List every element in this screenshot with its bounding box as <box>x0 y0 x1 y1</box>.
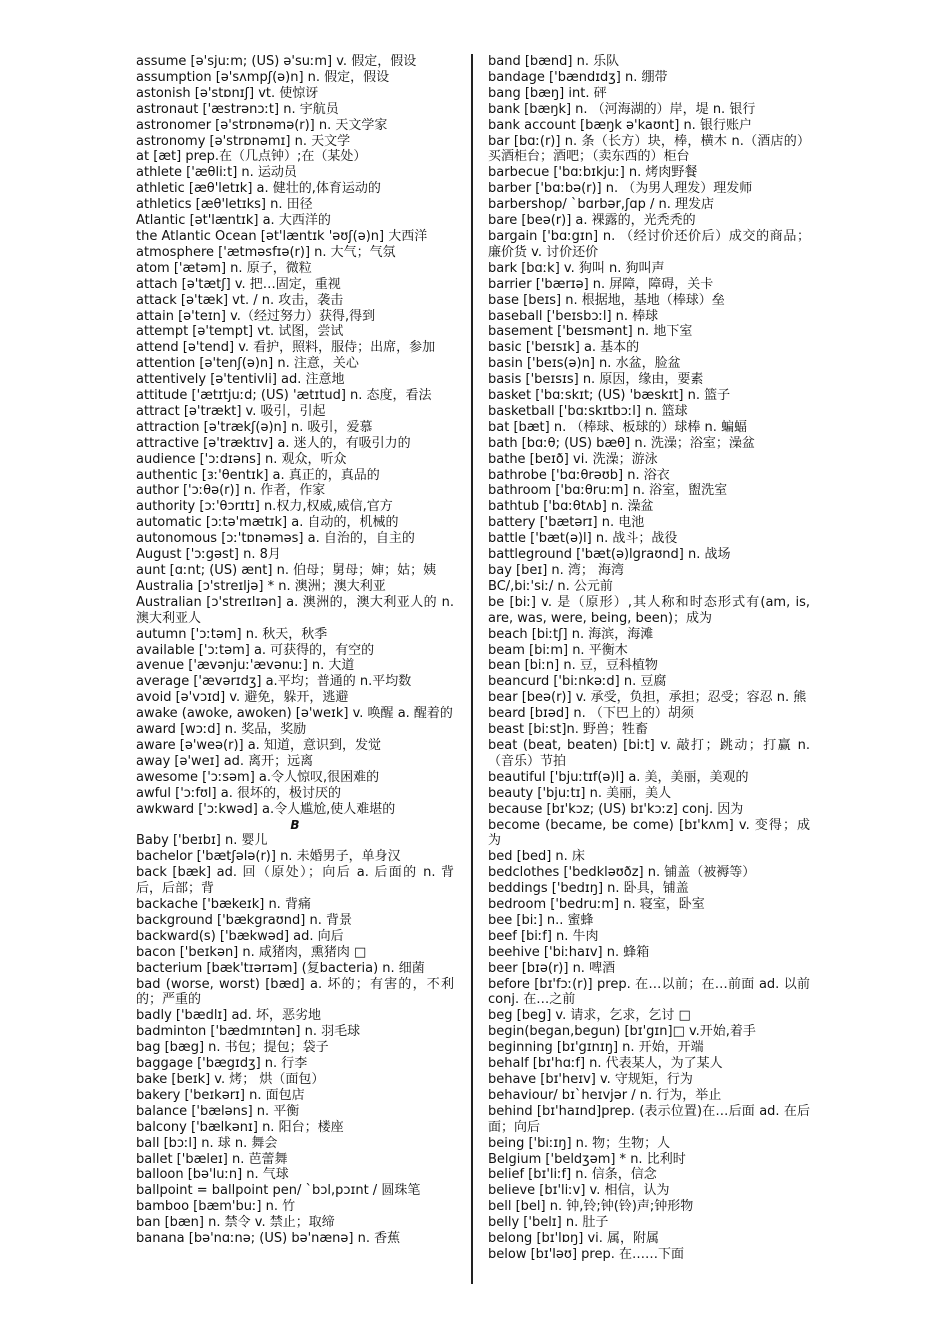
dictionary-entry: beard [bɪəd] n. （下巴上的）胡须 <box>488 706 694 722</box>
dictionary-entry: baseball ['beɪsbɔːl] n. 棒球 <box>488 308 659 324</box>
dictionary-entry: beddings ['bedɪŋ] n. 卧具，铺盖 <box>488 881 689 897</box>
dictionary-entry: beach [biːtʃ] n. 海滨，海滩 <box>488 626 654 642</box>
dictionary-entry: average ['ævərɪdʒ] a.平均；普通的 n.平均数 <box>136 674 412 690</box>
dictionary-entry: bacterium [bæk'tɪərɪəm] (复bacteria) n. 细菌 <box>136 960 425 976</box>
dictionary-entry: bank [bæŋk] n. （河海湖的）岸，堤 n. 银行 <box>488 101 756 117</box>
dictionary-entry: because [bɪ'kɔz; (US) bɪ'kɔːz] conj. 因为 <box>488 801 744 817</box>
dictionary-entry: beat (beat, beaten) [biːt] v. 敲打；跳动；打赢 n.（音乐）节拍 <box>488 737 810 769</box>
dictionary-entry: Australian [ɔ'streɪlɪən] a. 澳洲的，澳大利亚人的 n. 澳大利亚人 <box>136 594 454 626</box>
dictionary-entry: beehive ['biːhaɪv] n. 蜂箱 <box>488 944 650 960</box>
dictionary-entry: the Atlantic Ocean [ət'læntɪk 'əʊʃ(ə)n] 大西洋 <box>136 228 428 244</box>
dictionary-entry: barbershop/ `bɑrbər,ʃɑp / n. 理发店 <box>488 197 714 213</box>
dictionary-entry: badly ['bædlɪ] ad. 坏，恶劣地 <box>136 1008 321 1024</box>
dictionary-entry: belly ['belɪ] n. 肚子 <box>488 1215 609 1231</box>
dictionary-entry: bean [biːn] n. 豆，豆科植物 <box>488 658 658 674</box>
dictionary-entry: belong [bɪ'lɒŋ] vi. 属，附属 <box>488 1231 660 1247</box>
dictionary-entry: automatic [ɔːtə'mætɪk] a. 自动的，机械的 <box>136 515 399 531</box>
dictionary-entry: bedroom ['bedruːm] n. 寝室，卧室 <box>488 897 705 913</box>
dictionary-entry: back [bæk] ad. 回（原处）；向后 a. 后面的 n. 背后，后部；背 <box>136 865 454 897</box>
dictionary-entry: attention [ə'tenʃ(ə)n] n. 注意，关心 <box>136 356 359 372</box>
dictionary-entry: believe [bɪ'liːv] v. 相信，认为 <box>488 1183 670 1199</box>
dictionary-entry: bare [beə(r)] a. 裸露的，光秃秃的 <box>488 213 696 229</box>
right-column <box>488 54 810 1263</box>
dictionary-entry: atmosphere ['ætməsfɪə(r)] n. 大气；气氛 <box>136 244 396 260</box>
dictionary-entry: avenue ['ævənjuː'ævənuː] n. 大道 <box>136 658 355 674</box>
dictionary-entry: Belgium ['beldʒəm] * n. 比利时 <box>488 1151 686 1167</box>
dictionary-entry: August ['ɔːgəst] n. 8月 <box>136 547 281 563</box>
dictionary-entry: basketball ['bɑːskɪtbɔːl] n. 篮球 <box>488 403 688 419</box>
dictionary-entry: beam [biːm] n. 平衡木 <box>488 642 628 658</box>
dictionary-entry: Australia [ɔ'streɪljə] * n. 澳洲；澳大利亚 <box>136 578 386 594</box>
dictionary-entry: bedclothes ['bedkləʊðz] n. 铺盖（被褥等） <box>488 865 756 881</box>
dictionary-entry: bed [bed] n. 床 <box>488 849 585 865</box>
dictionary-entry: attractive [ə'træktɪv] a. 迷人的，有吸引力的 <box>136 435 411 451</box>
dictionary-entry: awkward ['ɔːkwəd] a.令人尴尬,使人难堪的 <box>136 801 396 817</box>
dictionary-entry: attraction [ə'trækʃ(ə)n] n. 吸引，爱慕 <box>136 419 373 435</box>
dictionary-entry: band [bænd] n. 乐队 <box>488 54 620 69</box>
dictionary-entry: attain [ə'teɪn] v.（经过努力）获得,得到 <box>136 308 376 324</box>
dictionary-entry: author ['ɔːθə(r)] n. 作者，作家 <box>136 483 326 499</box>
dictionary-entry: atom ['ætəm] n. 原子，微粒 <box>136 260 312 276</box>
dictionary-entry: become (became, be come) [bɪ'kʌm] v. 变得；成为 <box>488 817 810 849</box>
dictionary-entry: athlete ['æθliːt] n. 运动员 <box>136 165 297 181</box>
dictionary-entry: beer [bɪə(r)] n. 啤酒 <box>488 960 616 976</box>
dictionary-entry: attack [ə'tæk] vt. / n. 攻击，袭击 <box>136 292 344 308</box>
dictionary-entry: autumn ['ɔːtəm] n. 秋天，秋季 <box>136 626 328 642</box>
dictionary-entry: backward(s) ['bækwəd] ad. 向后 <box>136 928 344 944</box>
dictionary-entry: ball [bɔːl] n. 球 n. 舞会 <box>136 1135 278 1151</box>
dictionary-entry: behind [bɪ'haɪnd]prep. (表示位置)在…后面 ad. 在后面；向后 <box>488 1103 810 1135</box>
dictionary-entry: Baby ['beɪbɪ] n. 婴儿 <box>136 833 268 849</box>
dictionary-entry: beancurd ['biːnkəːd] n. 豆腐 <box>488 674 667 690</box>
dictionary-entry: bell [bel] n. 钟,铃;钟(铃)声;钟形物 <box>488 1199 694 1215</box>
dictionary-entry: banana [bə'nɑːnə; (US) bə'nænə] n. 香蕉 <box>136 1231 401 1247</box>
column-divider <box>471 54 473 1284</box>
dictionary-entry: badminton ['bædmɪntən] n. 羽毛球 <box>136 1024 361 1040</box>
dictionary-entry: available ['ɔːtəm] a. 可获得的，有空的 <box>136 642 375 658</box>
dictionary-entry: authority [ɔː'θɔrɪtɪ] n.权力,权威,威信,官方 <box>136 499 393 515</box>
dictionary-entry: autonomous [ɔː'tɒnəməs] a. 自治的，自主的 <box>136 531 415 547</box>
dictionary-entry: astronomy [ə'strɒnəmɪ] n. 天文学 <box>136 133 351 149</box>
dictionary-entry: away [ə'weɪ] ad. 离开；远离 <box>136 753 314 769</box>
dictionary-entry: bamboo [bæm'buː] n. 竹 <box>136 1199 296 1215</box>
dictionary-entry: be [biː] v. 是（原形）,其人称和时态形式有(am, is, are, was, were, being, been)；成为 <box>488 594 810 626</box>
dictionary-entry: basic ['beɪsɪk] a. 基本的 <box>488 340 640 356</box>
dictionary-entry: balloon [bə'luːn] n. 气球 <box>136 1167 289 1183</box>
dictionary-entry: bar [bɑː(r)] n. 条（长方）块，棒，横木 n.（酒店的）买酒柜台；酒吧；（卖东西的）柜台 <box>488 133 810 165</box>
dictionary-entry: basis ['beɪsɪs] n. 原因，缘由，要素 <box>488 372 704 388</box>
dictionary-entry: awesome ['ɔːsəm] a.令人惊叹,很困难的 <box>136 769 380 785</box>
dictionary-entry: bear [beə(r)] v. 承受，负担，承担；忍受；容忍 n. 熊 <box>488 690 807 706</box>
dictionary-entry: barrier ['bærɪə] n. 屏障，障碍，关卡 <box>488 276 714 292</box>
dictionary-entry: BC/,biː'siː/ n. 公元前 <box>488 578 613 594</box>
dictionary-entry: battery ['bætərɪ] n. 电池 <box>488 515 645 531</box>
dictionary-entry: behave [bɪ'heɪv] v. 守规矩，行为 <box>488 1072 693 1087</box>
dictionary-entry: ballet ['bæleɪ] n. 芭蕾舞 <box>136 1151 288 1167</box>
dictionary-entry: behaviour/ bɪ`heɪvjər / n. 行为，举止 <box>488 1087 722 1103</box>
dictionary-entry: attentively [ə'tentivli] ad. 注意地 <box>136 372 345 388</box>
dictionary-entry: bark [bɑːk] v. 狗叫 n. 狗叫声 <box>488 260 665 276</box>
dictionary-entry: Atlantic [ət'læntɪk] a. 大西洋的 <box>136 213 331 229</box>
dictionary-entry: astonish [ə'stɒnɪʃ] vt. 使惊讶 <box>136 85 319 101</box>
dictionary-entry: barbecue ['bɑːbɪkjuː] n. 烤肉野餐 <box>488 165 698 181</box>
dictionary-entry: beauty ['bjuːtɪ] n. 美丽，美人 <box>488 785 672 801</box>
dictionary-entry: attempt [ə'tempt] vt. 试图，尝试 <box>136 324 344 340</box>
dictionary-entry: beg [beg] v. 请求，乞求，乞讨 □ <box>488 1008 691 1024</box>
dictionary-entry: basket ['bɑːskɪt; (US) 'bæskɪt] n. 篮子 <box>488 388 731 404</box>
dictionary-entry: bathroom ['bɑːθruːm] n. 浴室，盥洗室 <box>488 483 728 499</box>
dictionary-entry: aware [ə'weə(r)] a. 知道，意识到，发觉 <box>136 737 381 753</box>
dictionary-entry: behalf [bɪ'hɑːf] n. 代表某人，为了某人 <box>488 1056 723 1072</box>
dictionary-entry: basement ['beɪsmənt] n. 地下室 <box>488 324 693 340</box>
dictionary-entry: ban [bæn] n. 禁令 v. 禁止；取缔 <box>136 1215 335 1231</box>
dictionary-entry: bacon ['beɪkən] n. 咸猪肉，熏猪肉 □ <box>136 944 367 960</box>
dictionary-entry: bathtub ['bɑːθtʌb] n. 澡盆 <box>488 499 654 515</box>
dictionary-entry: award [wɔːd] n. 奖品，奖励 <box>136 722 307 738</box>
dictionary-entry: bat [bæt] n. （棒球、板球的）球棒 n. 蝙蝠 <box>488 419 747 435</box>
dictionary-entry: balcony ['bælkənɪ] n. 阳台；楼座 <box>136 1119 344 1135</box>
dictionary-entry: barber ['bɑːbə(r)] n. （为男人理发）理发师 <box>488 181 753 197</box>
dictionary-entry: bake [beɪk] v. 烤； 烘（面包） <box>136 1072 325 1087</box>
dictionary-entry: bathe [beɪð] vi. 洗澡；游泳 <box>488 451 658 467</box>
dictionary-entry: awake (awoke, awoken) [ə'weɪk] v. 唤醒 a. 醒着的 <box>136 706 453 722</box>
dictionary-entry: base [beɪs] n. 根据地，基地（棒球）垒 <box>488 292 725 308</box>
dictionary-entry: bakery ['beɪkərɪ] n. 面包店 <box>136 1087 305 1103</box>
dictionary-entry: basin ['beɪs(ə)n] n. 水盆，脸盆 <box>488 356 681 372</box>
dictionary-entry: audience ['ɔːdɪəns] n. 观众，听众 <box>136 451 347 467</box>
dictionary-entry: background ['bækgraʊnd] n. 背景 <box>136 912 353 928</box>
dictionary-entry: attitude ['ætɪtjuːd; (US) 'ætɪtud] n. 态度，看法 <box>136 388 432 404</box>
dictionary-entry: beef [biːf] n. 牛肉 <box>488 928 599 944</box>
dictionary-entry: authentic [ɜː'θentɪk] a. 真正的，真品的 <box>136 467 380 483</box>
dictionary-entry: beast [biːst]n. 野兽；牲畜 <box>488 722 648 738</box>
dictionary-entry: awful ['ɔːfʊl] a. 很坏的，极讨厌的 <box>136 785 341 801</box>
dictionary-entry: beautiful ['bjuːtɪf(ə)l] a. 美，美丽，美观的 <box>488 769 749 785</box>
dictionary-entry: battleground ['bæt(ə)lgraʊnd] n. 战场 <box>488 547 731 563</box>
dictionary-entry: bank account [bæŋk ə'kaʊnt] n. 银行账户 <box>488 117 752 133</box>
dictionary-entry: begin(began,begun) [bɪ'gɪn]□ v.开始,着手 <box>488 1024 756 1040</box>
dictionary-entry: balance ['bæləns] n. 平衡 <box>136 1103 300 1119</box>
dictionary-entry: attend [ə'tend] v. 看护，照料，服侍；出席，参加 <box>136 340 436 356</box>
dictionary-entry: bargain ['bɑːgɪn] n. （经讨价还价后）成交的商品；廉价货 v. 讨价还价 <box>488 228 810 260</box>
dictionary-entry: athletics [æθ'letɪks] n. 田径 <box>136 197 313 213</box>
section-letter-heading: B <box>290 817 300 832</box>
dictionary-entry: attract [ə'trækt] v. 吸引，引起 <box>136 403 326 419</box>
dictionary-entry: athletic [æθ'letɪk] a. 健壮的,体育运动的 <box>136 181 381 197</box>
dictionary-entry: bay [beɪ] n. 湾； 海湾 <box>488 563 625 578</box>
dictionary-entry: baggage ['bægɪdʒ] n. 行李 <box>136 1056 308 1072</box>
dictionary-entry: belief [bɪ'liːf] n. 信条，信念 <box>488 1167 657 1183</box>
dictionary-entry: astronomer [ə'strɒnəmə(r)] n. 天文学家 <box>136 117 388 133</box>
dictionary-entry: bath [bɑːθ; (US) bæθ] n. 洗澡；浴室；澡盆 <box>488 435 755 451</box>
dictionary-entry: bad (worse, worst) [bæd] a. 坏的；有害的，不利的；严重的 <box>136 976 454 1008</box>
dictionary-entry: astronaut ['æstrənɔːt] n. 宇航员 <box>136 101 339 117</box>
dictionary-entry: ballpoint = ballpoint pen/ `bɔl,pɔɪnt / 圆珠笔 <box>136 1183 421 1199</box>
dictionary-entry: avoid [ə'vɔɪd] v. 避免，躲开，逃避 <box>136 690 349 706</box>
dictionary-entry: below [bɪ'ləʊ] prep. 在……下面 <box>488 1246 684 1262</box>
dictionary-entry: attach [ə'tætʃ] v. 把…固定，重视 <box>136 276 341 292</box>
dictionary-entry: aunt [ɑːnt; (US) ænt] n. 伯母；舅母；婶；姑；姨 <box>136 563 437 578</box>
dictionary-entry: bee [biː] n.. 蜜蜂 <box>488 912 594 928</box>
dictionary-entry: being ['biːɪŋ] n. 物；生物；人 <box>488 1135 671 1151</box>
dictionary-entry: bang [bæŋ] int. 砰 <box>488 85 607 101</box>
dictionary-entry: before [bɪ'fɔː(r)] prep. 在…以前；在…前面 ad. 以前 conj. 在…之前 <box>488 976 810 1008</box>
dictionary-entry: bachelor ['bætʃələ(r)] n. 未婚男子，单身汉 <box>136 849 401 865</box>
dictionary-entry: beginning [bɪ'gɪnɪŋ] n. 开始，开端 <box>488 1040 704 1056</box>
dictionary-entry: assumption [ə'sʌmpʃ(ə)n] n. 假定，假设 <box>136 69 390 85</box>
dictionary-entry: battle ['bæt(ə)l] n. 战斗；战役 <box>488 531 678 547</box>
left-column <box>136 54 454 1247</box>
dictionary-entry: bathrobe ['bɑːθrəʊb] n. 浴衣 <box>488 467 670 483</box>
dictionary-entry: assume [ə'sjuːm; (US) ə'suːm] v. 假定，假设 <box>136 54 417 69</box>
dictionary-entry: backache ['bækeɪk] n. 背痛 <box>136 897 311 913</box>
dictionary-entry: bandage ['bændɪdʒ] n. 绷带 <box>488 69 668 85</box>
dictionary-entry: at [æt] prep.在（几点钟）;在（某处） <box>136 149 367 165</box>
dictionary-entry: bag [bæg] n. 书包；提包；袋子 <box>136 1040 329 1056</box>
